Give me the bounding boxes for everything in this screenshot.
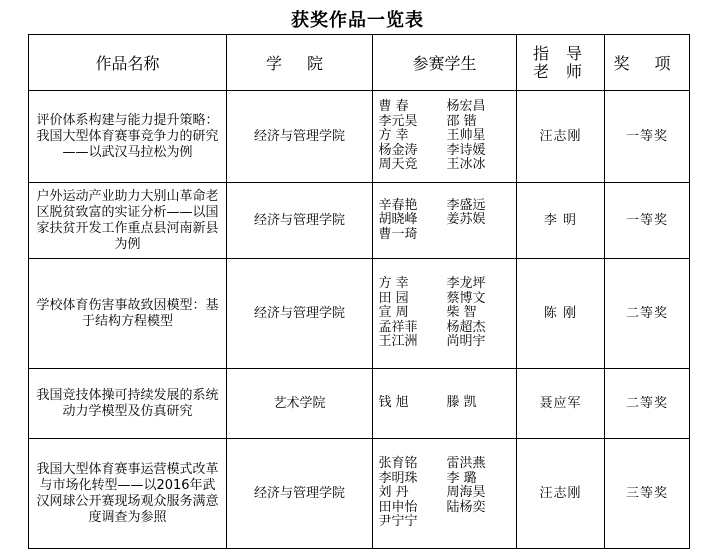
table-row xyxy=(29,369,690,439)
header-advisor-label: 指 导 老 师 xyxy=(532,43,589,81)
student-name: 滕 凯 xyxy=(446,395,477,411)
student-name: 杨超杰 xyxy=(446,319,486,335)
student-name: 曹一琦 xyxy=(378,226,418,242)
student-name: 钱 旭 xyxy=(378,395,409,411)
student-name: 李龙坪 xyxy=(446,276,486,292)
student-list xyxy=(377,199,512,243)
header-school: 学 院 xyxy=(227,35,373,91)
student-name: 杨金涛 xyxy=(378,142,418,158)
student-name: 方 幸 xyxy=(378,128,409,144)
advisor-cell: 汪志刚 xyxy=(517,91,605,183)
student-name: 周天竞 xyxy=(378,157,418,173)
header-students: 参赛学生 xyxy=(373,35,517,91)
student-name: 李明珠 xyxy=(378,470,418,486)
student-name: 李盛远 xyxy=(446,197,486,213)
advisor-cell: 聂应军 xyxy=(517,369,605,439)
award-cell: 二等奖 xyxy=(605,369,690,439)
award-cell: 三等奖 xyxy=(605,439,690,549)
page-title: 获奖作品一览表 xyxy=(291,10,424,31)
students-cell xyxy=(373,369,517,439)
student-name: 李元昊 xyxy=(378,113,418,129)
table-row xyxy=(29,259,690,369)
award-cell: 一等奖 xyxy=(605,91,690,183)
students-cell xyxy=(373,183,517,259)
student-name: 蔡博文 xyxy=(446,290,486,306)
students-cell xyxy=(373,91,517,183)
header-title: 作品名称 xyxy=(29,35,227,91)
work-title-cell: 我国竞技体操可持续发展的系统动力学模型及仿真研究 xyxy=(29,369,227,439)
student-name: 尚明宇 xyxy=(446,334,486,350)
school-cell: 经济与管理学院 xyxy=(227,259,373,369)
student-name: 李诗媛 xyxy=(446,142,486,158)
student-name: 邵 锴 xyxy=(446,113,477,129)
table-row xyxy=(29,183,690,259)
student-name: 辛春艳 xyxy=(378,197,418,213)
student-list xyxy=(377,277,512,350)
student-name: 张育铭 xyxy=(378,456,418,472)
table-row xyxy=(29,439,690,549)
student-name: 方 幸 xyxy=(378,276,409,292)
school-cell: 经济与管理学院 xyxy=(227,439,373,549)
advisor-cell: 汪志刚 xyxy=(517,439,605,549)
student-name: 孟祥菲 xyxy=(378,319,418,335)
student-name: 柴 智 xyxy=(446,305,477,321)
student-name: 宣 周 xyxy=(378,305,409,321)
advisor-cell: 李 明 xyxy=(517,183,605,259)
student-list xyxy=(377,396,512,411)
student-name: 杨宏昌 xyxy=(446,99,486,115)
school-cell: 经济与管理学院 xyxy=(227,183,373,259)
work-title-cell: 评价体系构建与能力提升策略：我国大型体育赛事竞争力的研究——以武汉马拉松为例 xyxy=(29,91,227,183)
table-row xyxy=(29,91,690,183)
student-name: 田 园 xyxy=(378,290,409,306)
award-cell: 一等奖 xyxy=(605,183,690,259)
student-list xyxy=(377,457,512,530)
student-name: 陆杨奕 xyxy=(446,499,486,515)
student-name: 尹宁宁 xyxy=(378,514,418,530)
student-name: 田申怡 xyxy=(378,499,418,515)
student-name: 曹 春 xyxy=(378,99,409,115)
student-name: 王帅星 xyxy=(446,128,486,144)
student-name: 雷洪燕 xyxy=(446,456,486,472)
header-award: 奖 项 xyxy=(605,35,690,91)
work-title-cell: 户外运动产业助力大别山革命老区脱贫致富的实证分析——以国家扶贫开发工作重点县河南新县为例 xyxy=(29,183,227,259)
award-cell: 二等奖 xyxy=(605,259,690,369)
student-list xyxy=(377,100,512,173)
student-name: 刘 丹 xyxy=(378,485,409,501)
school-cell: 经济与管理学院 xyxy=(227,91,373,183)
student-name: 李 璐 xyxy=(446,470,477,486)
student-name: 胡晓峰 xyxy=(378,212,418,228)
student-name: 王江洲 xyxy=(378,334,418,350)
students-cell xyxy=(373,259,517,369)
work-title-cell: 学校体育伤害事故致因模型：基于结构方程模型 xyxy=(29,259,227,369)
students-cell xyxy=(373,439,517,549)
awards-table xyxy=(28,34,690,549)
table-header-row xyxy=(29,35,690,91)
student-name: 王冰冰 xyxy=(446,157,486,173)
student-name: 周海昊 xyxy=(446,485,486,501)
school-cell: 艺术学院 xyxy=(227,369,373,439)
student-name: 姜苏娱 xyxy=(446,212,486,228)
header-advisor xyxy=(517,35,605,91)
work-title-cell: 我国大型体育赛事运营模式改革与市场化转型——以2016年武汉网球公开赛现场观众服务满意度调查为参照 xyxy=(29,439,227,549)
advisor-cell: 陈 刚 xyxy=(517,259,605,369)
